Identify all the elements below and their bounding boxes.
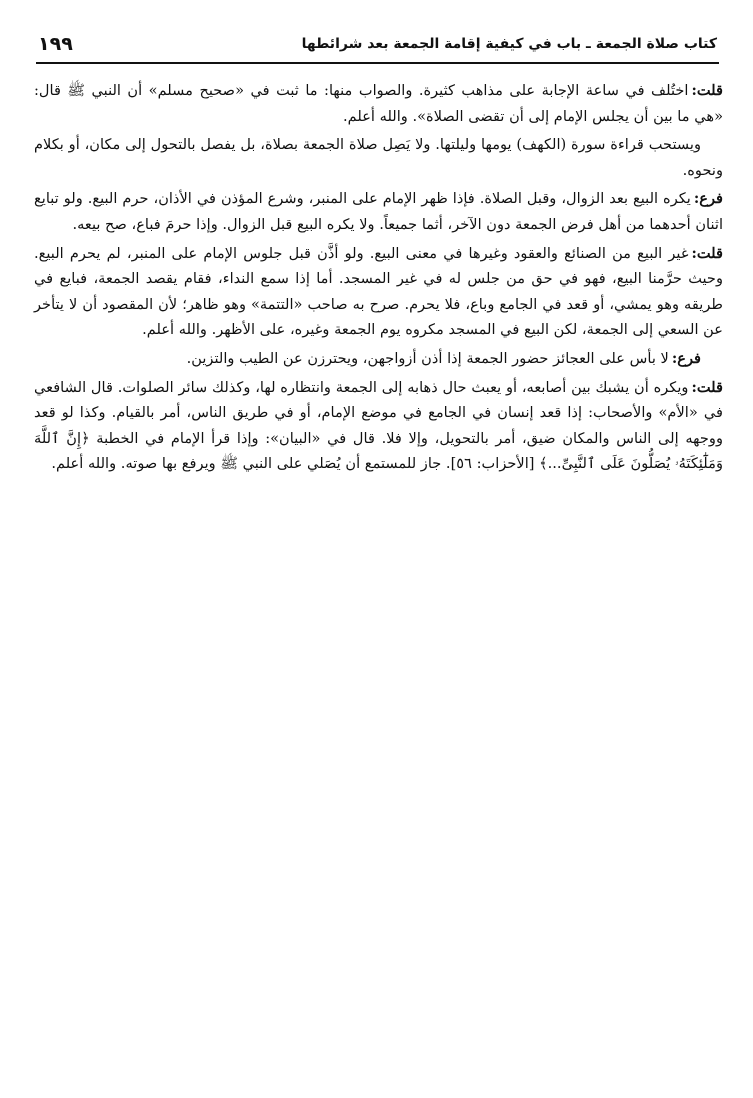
lead-far: فرع: (671, 349, 701, 367)
paragraph-text: ويستحب قراءة سورة (الكهف) يومها وليلتها. ولا يَصِل صلاة الجمعة بصلاة، بل يفصل بالتحول إلى مكان، أو بكلام ونحوه. (34, 136, 723, 179)
paragraph-3 (34, 186, 723, 237)
paragraph-5 (34, 346, 723, 372)
paragraph-text: غير البيع من الصنائع والعقود وغيرها في معنى البيع. ولو أذَّن قبل جلوس الإمام على المنبر، لم يحرم البيع. وحيث حرَّمنا البيع، فهو في حق من جلس له في غير المسجد. أما إذا سمع النداء، فقام يقصد الجمعة، فبايع في طريقه وهو يمشي، أو قعد في الجامع وباع، فلا يحرم. صرح به صاحب «التتمة» وهو ظاهر؛ لأن المقصود أن لا يتأخر عن السعي إلى الجمعة، لكن البيع في المسجد مكروه يوم الجمعة وغيره، على الأظهر. والله أعلم. (34, 244, 723, 339)
paragraph-text: يكره البيع بعد الزوال، وقبل الصلاة. فإذا ظهر الإمام على المنبر، وشرع المؤذن في الأذان، حرم البيع. ولو تبايع اثنان أحدهما من أهل فرض الجمعة دون الآخر، أثما جميعاً. ولا يكره البيع قبل الزوال. وإذا حرمَ فباع، صح بيعه. (34, 190, 723, 233)
lead-qultu: قلت: (691, 244, 723, 262)
lead-qultu: قلت: (691, 378, 723, 396)
paragraph-text: اختُلف في ساعة الإجابة على مذاهب كثيرة. والصواب منها: ما ثبت في «صحيح مسلم» أن النبي ﷺ قال: «هي ما بين أن يجلس الإمام إلى أن تقضى الصلاة». والله أعلم. (34, 82, 723, 125)
paragraph-1 (34, 78, 723, 129)
lead-far: فرع: (693, 190, 723, 208)
running-header (38, 32, 717, 56)
paragraph-text: لا بأس على العجائز حضور الجمعة إذا أذن أزواجهن، ويحترزن عن الطيب والتزين. (186, 349, 669, 367)
paragraph-4 (34, 241, 723, 343)
header-title: كتاب صلاة الجمعة ـ باب في كيفية إقامة الجمعة بعد شرائطها (301, 36, 717, 52)
header-rule (36, 62, 719, 64)
paragraph-6 (34, 375, 723, 477)
paragraph-text: ويكره أن يشبك بين أصابعه، أو يعبث حال ذهابه إلى الجمعة وانتظاره لها، وكذلك سائر الصلوات. قال الشافعي في «الأم» والأصحاب: إذا قعد إنسان في الجامع في موضع الإمام، أو في طريق الناس، أمر بالقيام. وكذا لو قعد ووجهه إلى الناس والمكان ضيق، أمر بالتحويل، وإلا فلا. قال في «البيان»: وإذا قرأ الإمام في الخطبة ﴿إِنَّ ٱللَّهَ وَمَلَٰٓئِكَتَهُۥ يُصَلُّونَ عَلَى ٱلنَّبِىِّ...﴾ [الأحزاب: ٥٦]. جاز للمستمع أن يُصَلي على النبي ﷺ ويرفع بها صوته. والله أعلم. (34, 378, 723, 473)
lead-qultu: قلت: (691, 82, 723, 99)
paragraph-2 (34, 132, 723, 183)
body-text (34, 78, 723, 480)
page-number: ١٩٩ (38, 33, 73, 55)
